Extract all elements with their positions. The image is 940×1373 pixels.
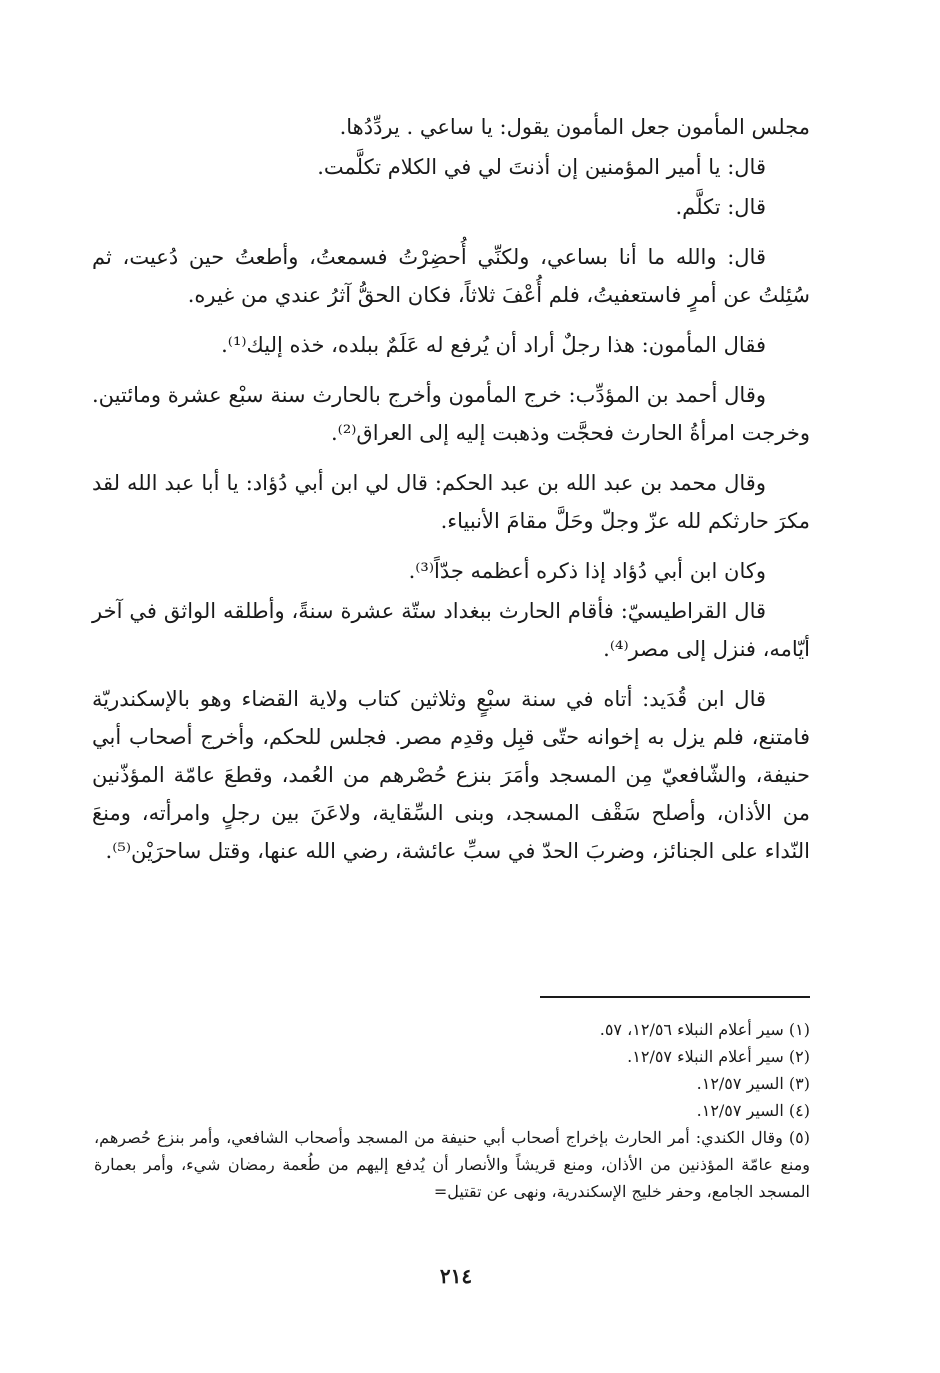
paragraph: قال: والله ما أنا بساعي، ولكنِّي أُحضِرْتُ فسمعتُ، وأطعتُ حين دُعيت، ثم سُئِلتُ عن أمرٍ فاستعفيتُ، فلم أُعْفَ ثلاثاً، فكان الحقُّ آثرُ عندي من غيره.	[92, 245, 810, 307]
paragraph: وقال محمد بن عبد الله بن عبد الحكم: قال لي ابن أبي دُؤاد: يا أبا عبد الله لقد مكرَ حارثكم لله عزّ وجلّ وحَلَّ مقامَ الأنبياء.	[92, 471, 810, 533]
paragraph: قال القراطيسيّ: فأقام الحارث ببغداد ستّة عشرة سنةً، وأطلقه الواثق في آخر أيّامه، فنزل إلى مصر⁽⁴⁾.	[92, 599, 810, 661]
paragraph: وكان ابن أبي دُؤاد إذا ذكره أعظمه جدّاً⁽³⁾.	[408, 559, 766, 583]
footnote: (٣) السير ١٢/٥٧.	[696, 1074, 810, 1093]
footnote: (٥) وقال الكندي: أمر الحارث بإخراج أصحاب أبي حنيفة من المسجد وأصحاب الشافعي، وأمر بنزع حُصرهم، ومنع عامّة المؤذنين من الأذان، ومنع قريشاً والأنصار أن يُدفع إليهم من طُعمة رمضان شيء، وأمر بعمارة المسجد الجامع، وحفر خليج الإسكندرية، ونهى عن تقتيل=	[94, 1128, 810, 1201]
footnotes	[94, 1016, 810, 1205]
page-number: ٢١٤	[439, 1264, 473, 1288]
paragraph: فقال المأمون: هذا رجلٌ أراد أن يُرفع له عَلَمٌ ببلده، خذه إليك⁽¹⁾.	[221, 333, 766, 357]
paragraph: مجلس المأمون جعل المأمون يقول: يا ساعي . يردِّدُها.	[339, 115, 810, 139]
paragraph: قال: يا أمير المؤمنين إن أذنتَ لي في الكلام تكلَّمت.	[317, 155, 766, 179]
paragraph: وقال أحمد بن المؤدِّب: خرج المأمون وأخرج بالحارث سنة سبْع عشرة ومائتين. وخرجت امرأةُ الحارث فحجَّت وذهبت إليه إلى العراق⁽²⁾.	[92, 383, 810, 445]
footnote: (١) سير أعلام النبلاء ١٢/٥٦، ٥٧.	[599, 1020, 810, 1039]
footnote-divider	[540, 996, 810, 998]
main-text	[92, 108, 810, 882]
book-page	[88, 0, 824, 1373]
footnote: (٢) سير أعلام النبلاء ١٢/٥٧.	[627, 1047, 810, 1066]
paragraph: قال: تكلَّم.	[675, 195, 766, 219]
footnote: (٤) السير ١٢/٥٧.	[696, 1101, 810, 1120]
paragraph: قال ابن قُدَيد: أتاه في سنة سبْعٍ وثلاثين كتاب ولاية القضاء وهو بالإسكندريّة فامتنع، فلم يزل به إخوانه حتّى قبِل وقدِم مصر. فجلس للحكم، وأخرج أصحاب أبي حنيفة، والشّافعيّ مِن المسجد وأمَرَ بنزع حُصْرهم من العُمد، وقطعَ عامّة المؤذّنين من الأذان، وأصلح سَقْف المسجد، وبنى السِّقاية، ولاعَنَ بين رجلٍ وامرأته، ومنعَ النّداء على الجنائز، وضربَ الحدّ في سبِّ عائشة، رضي الله عنها، وقتل ساحرَيْن⁽⁵⁾.	[92, 687, 810, 863]
